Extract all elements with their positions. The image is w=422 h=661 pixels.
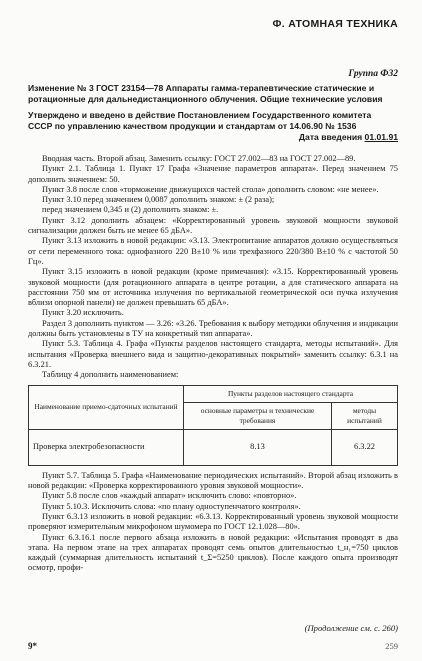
effective-date-label: Дата введения	[298, 132, 365, 142]
paragraph: Пункт 3.8 после слов «торможение движущихся частей стола» дополнить словом: «не менее».	[42, 184, 379, 194]
signature-mark: 9*	[28, 641, 37, 651]
effective-date-value: 01.01.91	[364, 132, 398, 142]
table-cell-params: 8.13	[183, 430, 331, 465]
continuation-note: (Продолжение см. с. 260)	[304, 623, 398, 633]
approval-line-2: СССР по управлению качеством продукции и стандартам от 14.06.90 № 1536	[28, 121, 357, 131]
paragraph: Пункт 5.8 после слов «каждый аппарат» исключить слово: «повторно».	[42, 491, 297, 501]
paragraph: Пункт 5.3. Таблица 4. Графа «Пункты разделов настоящего стандарта, методы испытаний». Для испытания «Проверка внешнего вида и защитно-декоративных покрытий» заменить ссылку: 6.3.1 на 6.3.21.	[28, 339, 398, 369]
paragraph: Раздел 3 дополнить пунктом — 3.26: «3.26. Требования к выбору методики облучения и индикации должны быть установлены в ТУ на конкретный тип аппарата».	[28, 318, 398, 339]
paragraph: Пункт 5.10.3. Исключить слова: «по плану одноступенчатого контроля».	[42, 501, 301, 511]
paragraph: Пункт 5.7. Таблица 5. Графа «Наименование периодических испытаний». Второй абзац изложить в новой редакции: «Проверка корректированного уровня звуковой мощности».	[28, 470, 398, 491]
paragraph: Таблицу 4 дополнить наименованием:	[42, 370, 179, 380]
paragraph: Пункт 6.3.16.1 после первого абзаца изложить в новой редакции: «Испытания проводят в два этапа. На первом этапе на трех аппаратах проводят семь опытов длительностью t_н₁=750 циклов каждый (суммарная длительность испытаний t_Σ=5250 циклов). После каждого опыта производят осмотр, профи-	[28, 532, 398, 573]
tests-table	[28, 385, 398, 466]
paragraph: перед значением 0,345 и (2) дополнить знаком: ±.	[42, 205, 219, 215]
paragraph: Пункт 3.13 изложить в новой редакции: «3.13. Электропитание аппаратов должно осуществляться от сети переменного тока: однофазного 220 В±10 % или трехфазного 220/380 В±10 % с частотой 50 Гц».	[28, 236, 398, 266]
change-title-block	[28, 83, 398, 143]
page-number: 259	[385, 641, 398, 651]
change-title: Изменение № 3 ГОСТ 23154—78 Аппараты гамма-терапевтические статические и ротационные для дальнедистанционного облучения. Общие технические условия	[28, 83, 383, 104]
document-body	[28, 154, 398, 574]
paragraph: Пункт 6.3.13 изложить в новой редакции: «6.3.13. Корректированный уровень звуковой мощности проверяют измерительным микрофоном шумомера по ГОСТ 12.1.028—80».	[28, 511, 398, 532]
table-cell-methods: 6.3.22	[331, 430, 397, 465]
table-subheader-methods: методы испытаний	[331, 402, 397, 430]
table-header-name: Наименование приемо-сдаточных испытаний	[29, 385, 184, 430]
table-cell-name: Проверка электробезопасности	[29, 430, 184, 465]
table-row	[29, 430, 398, 465]
group-label: Группа Ф32	[348, 69, 398, 79]
table-header-row	[29, 385, 398, 402]
table-subheader-params: основные параметры и технические требования	[183, 402, 331, 430]
paragraph: Пункт 2.1. Таблица 1. Пункт 17 Графа «Значение параметров аппарата». Перед значением 75 дополнить значением: 50.	[28, 164, 398, 184]
paragraph: Вводная часть. Второй абзац. Заменить ссылку: ГОСТ 27.002—83 на ГОСТ 27.002—89.	[42, 154, 356, 163]
table-header-group: Пункты разделов настоящего стандарта	[183, 385, 397, 402]
approval-line-1: Утверждено и введено в действие Постановлением Государственного комитета	[28, 110, 372, 120]
paragraph: Пункт 3.12 дополнить абзацем: «Корректированный уровень звуковой мощности звуковой сигнализации должен быть не менее 65 дБА».	[28, 215, 398, 236]
section-header: Ф. АТОМНАЯ ТЕХНИКА	[272, 18, 398, 30]
effective-date	[28, 132, 398, 143]
approval-note	[28, 110, 398, 143]
paragraph: Пункт 3.20 исключить.	[42, 308, 124, 318]
paragraph: Пункт 3.15 изложить в новой редакции (кроме примечания): «3.15. Корректированный уровень звуковой мощности (для ротационного аппарата в центре ротации, а для статического аппарата на расстоянии 750 мм от источника излучения по вертикальной геометрической оси пучка излучения вблизи опорной панели) не должен превышать 65 дБА».	[28, 267, 398, 308]
paragraph: Пункт 3.10 перед значением 0,0087 дополнить знаком: ± (2 раза);	[42, 195, 275, 205]
